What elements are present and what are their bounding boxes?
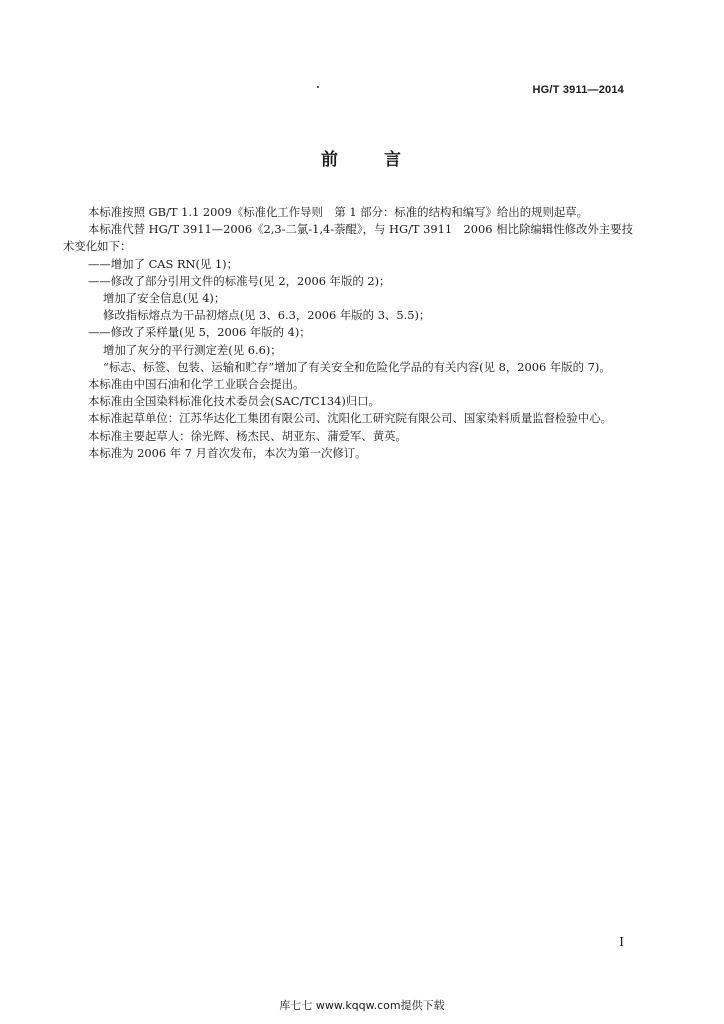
paragraph-history: 本标准为 2006 年 7 月首次发布，本次为第一次修订。 [88, 445, 367, 460]
paragraph-drafters: 本标准主要起草人：徐光辉、杨杰民、胡亚东、蒲爱军、黄英。 [88, 428, 407, 443]
list-item: ——增加了 CAS RN(见 1)； [88, 256, 239, 271]
list-item: ——修改了部分引用文件的标准号(见 2，2006 年版的 2)； [88, 273, 391, 288]
list-item: 修改指标熔点为干品初熔点(见 3、6.3，2006 年版的 3、5.5)； [103, 308, 431, 323]
paragraph-administered-by: 本标准由全国染料标准化技术委员会(SAC/TC134)归口。 [88, 394, 380, 409]
paragraph-drafting-units: 本标准起草单位：江苏华达化工集团有限公司、沈阳化工研究院有限公司、国家染料质量监督检验中心。 [88, 411, 612, 426]
paragraph-drafting-rules: 本标准按照 GB/T 1.1 2009《标准化工作导则 第 1 部分：标准的结构和编写》给出的规则起草。 [88, 205, 589, 219]
list-item: 增加了灰分的平行测定差(见 6.6)； [103, 342, 282, 357]
list-item: “标志、标签、包装、运输和贮存”增加了有关安全和危险化学品的有关内容(见 8，2006 年版的 7)。 [103, 359, 611, 374]
changes-list [63, 256, 633, 376]
paragraph-replaces: 本标准代替 HG/T 3911—2006《2,3-二氯-1,4-萘醌》，与 HG/T 3911 2006 相比除编辑性修改外主要技术变化如下： [63, 222, 633, 254]
scan-speck [317, 86, 319, 88]
list-item: 增加了安全信息(见 4)； [103, 291, 226, 306]
paragraph-proposed-by: 本标准由中国石油和化学工业联合会提出。 [88, 377, 305, 392]
page-title [0, 145, 724, 170]
download-footer: 库七七 www.kqqw.com提供下载 [279, 999, 445, 1012]
title-char-2: 言 [384, 150, 403, 170]
title-char-1: 前 [321, 150, 340, 170]
foreword-body [63, 204, 633, 462]
standard-code: HG/T 3911—2014 [532, 84, 624, 96]
page-number: I [619, 935, 624, 949]
list-item: ——修改了采样量(见 5，2006 年版的 4)； [88, 325, 311, 340]
